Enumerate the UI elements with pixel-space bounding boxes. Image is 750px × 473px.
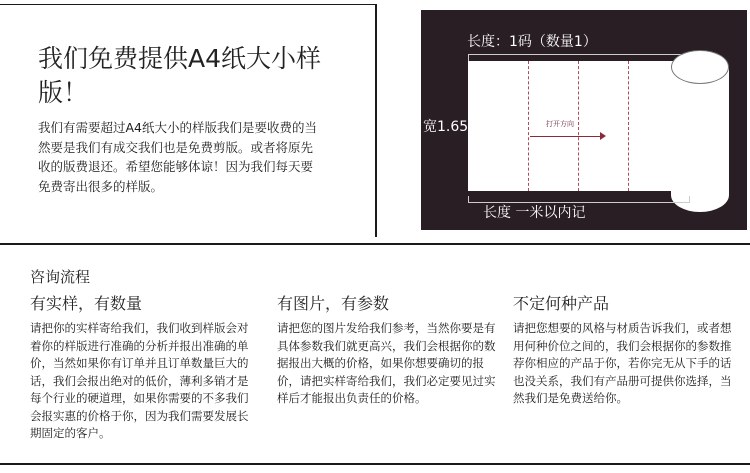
fold-line [578, 61, 579, 191]
length-unit-label: 长度 一米以内记 [483, 205, 586, 221]
fabric-sheet [468, 61, 688, 191]
section-heading: 咨询流程 [30, 268, 91, 286]
column-title-picture: 有图片，有参数 [277, 294, 390, 313]
promo-title: 我们免费提供A4纸大小样版！ [38, 44, 322, 107]
fold-line [528, 61, 529, 191]
arrow-icon [600, 132, 606, 140]
top-border [0, 4, 376, 5]
width-label: 宽1.65 [423, 119, 469, 135]
direction-arrow-line [530, 136, 604, 137]
section-divider [0, 243, 750, 245]
fabric-roll-bottom [671, 178, 729, 212]
column-title-undecided: 不定何种产品 [513, 294, 610, 313]
column-divider [375, 4, 377, 237]
length-bracket [468, 54, 695, 61]
length-label: 长度：1码（数量1） [467, 34, 597, 50]
fabric-roll-top [671, 50, 729, 84]
promo-description: 我们有需要超过A4纸大小的样版我们是要收费的当然要是我们有成交我们也是免费剪版。或者将原先收的版费退还。希望您能够体谅！因为我们每天要免费寄出很多的样版。 [38, 120, 318, 194]
fabric-size-diagram [421, 10, 747, 230]
column-body-sample: 请把你的实样寄给我们，我们收到样版会对着你的样版进行准确的分析并报出准确的单价，当然如果你有订单并且订单数量巨大的话，我们会报出绝对的低价，薄利多销才是每个行业的硬道理，如果你需要的不多我们会报实惠的价格于你，因为我们需要发展长期固定的客户。 [30, 321, 249, 440]
column-body-undecided: 请把您想要的风格与材质告诉我们，或者想用何种价位之间的，我们会根据你的参数推荐你相应的产品于你，若你完无从下手的话也没关系，我们有产品册可提供你选择，当然我们是免费送给你。 [513, 321, 732, 405]
fold-line [628, 61, 629, 191]
column-body-picture: 请把您的图片发给我们参考，当然你要是有具体参数我们就更高兴，我们会根据你的数据报出大概的价格，如果你想要确切的报价，请把实样寄给我们，我们必定要见过实样后才能报出负责任的价格。 [277, 321, 496, 405]
column-title-sample: 有实样，有数量 [30, 294, 143, 313]
fabric-roll [671, 66, 729, 194]
bottom-border [0, 463, 750, 465]
direction-label: 打开方向 [546, 120, 574, 128]
